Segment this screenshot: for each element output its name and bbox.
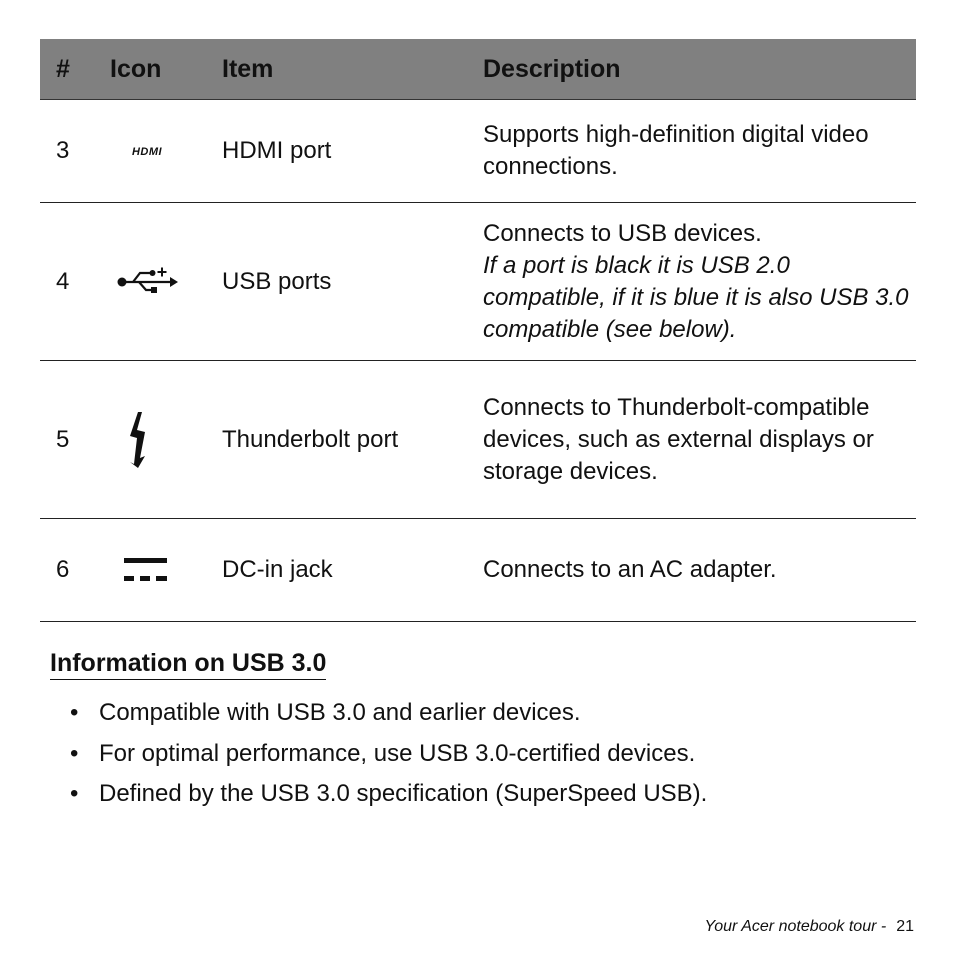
description-text: Connects to an AC adapter.: [483, 556, 777, 583]
section-heading: Information on USB 3.0: [50, 647, 326, 680]
row-description: [483, 554, 916, 586]
table-row: [40, 361, 916, 519]
description-text: Supports high-definition digital video connections.: [483, 121, 869, 180]
list-item: [70, 696, 707, 737]
bullet-icon: •: [70, 780, 79, 807]
header-icon: Icon: [110, 54, 162, 83]
header-num: #: [56, 54, 70, 83]
bullet-icon: •: [70, 699, 79, 726]
header-description: Description: [483, 54, 621, 83]
row-num: 4: [56, 267, 70, 295]
list-item: [70, 737, 707, 778]
bullet-list: [70, 696, 707, 818]
row-num: 3: [56, 137, 70, 164]
header-item: Item: [222, 54, 274, 83]
list-item-text: Compatible with USB 3.0 and earlier devices.: [99, 699, 581, 726]
hdmi-icon: [124, 144, 170, 158]
row-item: DC-in jack: [222, 556, 333, 583]
row-item: Thunderbolt port: [222, 425, 399, 453]
table-row: [40, 203, 916, 361]
row-description: [483, 218, 916, 346]
row-num: 5: [56, 425, 70, 453]
ports-table: [40, 39, 916, 622]
footer-text: Your Acer notebook tour -: [704, 918, 887, 935]
bullet-icon: •: [70, 739, 79, 767]
table-row: [40, 100, 916, 203]
row-num: 6: [56, 556, 70, 583]
row-item: HDMI port: [222, 137, 332, 164]
description-text: Connects to Thunderbolt-compatible devices, such as external displays or storage devices.: [483, 393, 874, 485]
dc-in-icon: [124, 556, 168, 584]
page-number: 21: [896, 918, 914, 935]
list-item-text: Defined by the USB 3.0 specification (SuperSpeed USB).: [99, 780, 708, 807]
description-note: If a port is black it is USB 2.0 compatible, if it is blue it is also USB 3.0 compatible (see below).: [483, 251, 909, 343]
list-item: [70, 777, 707, 818]
table-header: [40, 39, 916, 100]
row-description: [483, 119, 916, 183]
svg-text:HDMI: HDMI: [131, 146, 163, 158]
page-footer: [704, 916, 914, 938]
row-item: USB ports: [222, 267, 332, 295]
usb-icon: [116, 266, 180, 298]
description-text: Connects to USB devices.: [483, 219, 762, 247]
list-item-text: For optimal performance, use USB 3.0-certified devices.: [99, 739, 696, 767]
row-description: [483, 392, 916, 488]
table-row: [40, 519, 916, 622]
thunderbolt-icon: [125, 410, 149, 470]
